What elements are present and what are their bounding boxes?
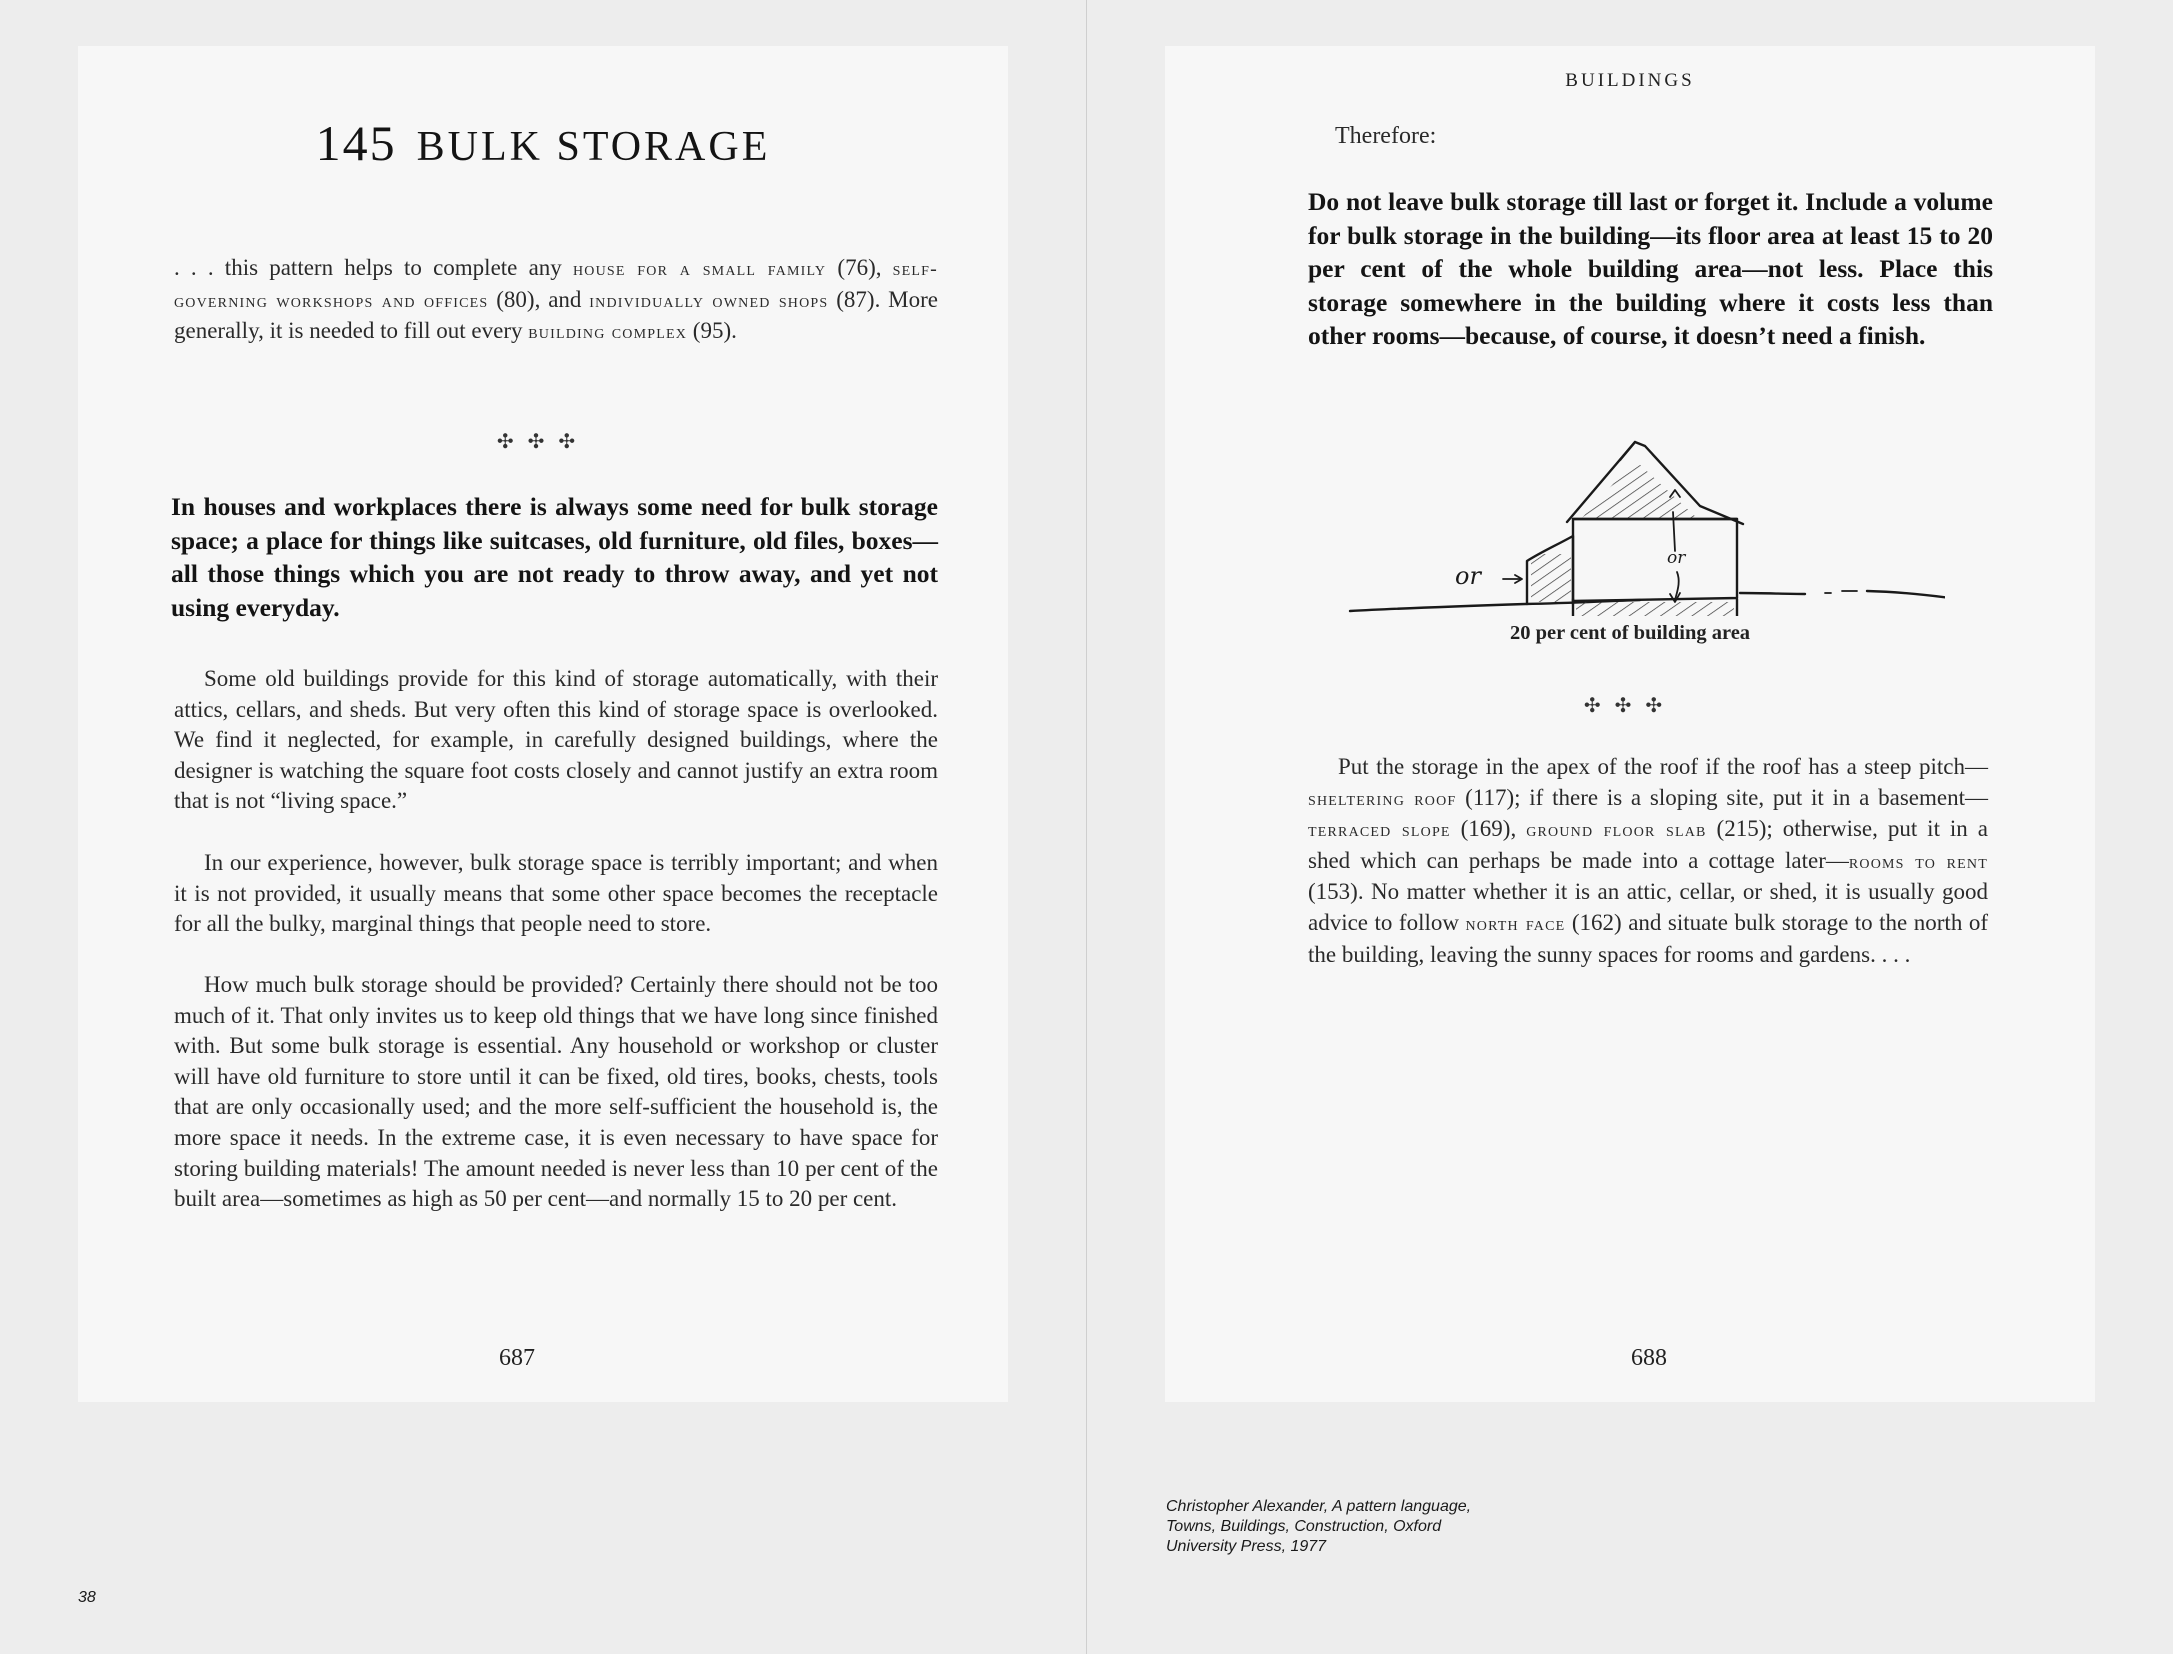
- section-ornament-right: ✣✣✣: [1583, 693, 1677, 717]
- pattern-cross-reference: north face: [1465, 912, 1566, 935]
- section-ornament: ✣✣✣: [496, 429, 590, 453]
- connections-paragraph: [1308, 752, 1988, 970]
- pattern-title-text: BULK STORAGE: [416, 124, 771, 170]
- text-run: . . . this pattern helps to complete any: [174, 255, 573, 280]
- problem-statement: In houses and workplaces there is always some need for bulk storage space; a place for things like suitcases, old furniture, old files, boxes—all those things which you are not ready to throw away, and yet not using everyday.: [171, 492, 938, 622]
- book-page-left: [78, 46, 1008, 1402]
- pattern-number: 145: [315, 115, 397, 171]
- pattern-cross-reference: individually owned shops: [589, 289, 829, 312]
- folio-left: 687: [499, 1345, 535, 1371]
- pattern-cross-reference: sheltering roof: [1308, 787, 1457, 810]
- text-run: (117); if there is a sloping site, put it in a basement—: [1456, 784, 1989, 810]
- text-run: (95).: [687, 318, 737, 344]
- or-label-left: or: [1455, 562, 1481, 590]
- solution-statement: Do not leave bulk storage till last or forget it. Include a volume for bulk storage in the building—its floor area at least 15 to 20 per cent of the whole building area—not less. Place this storage somewhere in the building where it costs less than other rooms—because, of course, it doesn’t need a finish.: [1308, 187, 1993, 350]
- pattern-cross-reference: terraced slope: [1308, 819, 1451, 842]
- ground-line-far-right: [1867, 591, 1945, 598]
- ground-line-right: [1740, 593, 1805, 594]
- pattern-cross-reference: house for a small family: [572, 258, 827, 280]
- therefore-label: Therefore:: [1335, 123, 1437, 149]
- pattern-cross-reference: rooms to rent: [1848, 850, 1988, 873]
- folio-right: 688: [1631, 1345, 1667, 1371]
- pattern-cross-reference: building complex: [528, 321, 688, 344]
- text-run: Put the storage in the apex of the roof if the roof has a steep pitch—: [1338, 754, 1988, 779]
- bulk-storage-sketch: [1345, 386, 1945, 616]
- text-run: (169),: [1450, 816, 1527, 842]
- body-paragraph-3: How much bulk storage should be provided? Certainly there should not be too much of it. That only invites us to keep old things that we have long since finished with. But some bulk storage is essential. Any household or workshop or cluster will have old furniture to store until it can be fixed, old tires, books, chests, tools that are only occasionally used; and the more self-sufficient the household is, the more space it needs. In the extreme case, it is even necessary to have space for storing building materials! The amount needed is never less than 10 per cent of the built area—sometimes as high as 50 per cent—and normally 15 to 20 per cent.: [174, 972, 938, 1212]
- pattern-cross-reference: self-governing workshops and offices: [174, 258, 939, 312]
- image-citation: Christopher Alexander, A pattern language, Towns, Buildings, Construction, Oxford University Press, 1977: [1166, 1498, 1472, 1555]
- body-paragraph-2: In our experience, however, bulk storage space is terribly important; and when it is not provided, it usually means that some other space becomes the receptacle for all the bulky, marginal things that people need to store.: [174, 850, 938, 937]
- text-run: (76),: [826, 255, 893, 280]
- text-run: (215); otherwise, put it in a shed which can perhaps be made into a cottage later—: [1308, 816, 1988, 873]
- context-paragraph: [174, 253, 938, 348]
- pattern-cross-reference: ground floor slab: [1526, 819, 1707, 842]
- text-run: (162) and situate bulk storage to the north of the building, leaving the sunny spaces for rooms and gardens. . . .: [1308, 909, 1988, 967]
- catalog-page-number: 38: [78, 1589, 96, 1606]
- diagram-caption: 20 per cent of building area: [1509, 622, 1751, 644]
- or-label-roof: or: [1667, 548, 1686, 568]
- house-walls: [1573, 519, 1737, 601]
- pattern-title: [78, 114, 1008, 172]
- body-paragraph-1: Some old buildings provide for this kind of storage automatically, with their attics, cellars, and sheds. But very often this kind of storage space is overlooked. We find it neglected, for example, in carefully designed buildings, where the designer is watching the square foot costs closely and cannot justify an extra room that is not “living space.”: [174, 666, 938, 814]
- book-page-right: [1165, 46, 2095, 1402]
- text-run: (80), and: [488, 286, 590, 312]
- running-head: BUILDINGS: [1565, 70, 1695, 91]
- text-run: (87). More generally, it is needed to fill out every: [174, 286, 938, 344]
- text-run: (153). No matter whether it is an attic, cellar, or shed, it is usually good advice to follow: [1308, 879, 1988, 935]
- spread-gutter: [1086, 0, 1087, 1654]
